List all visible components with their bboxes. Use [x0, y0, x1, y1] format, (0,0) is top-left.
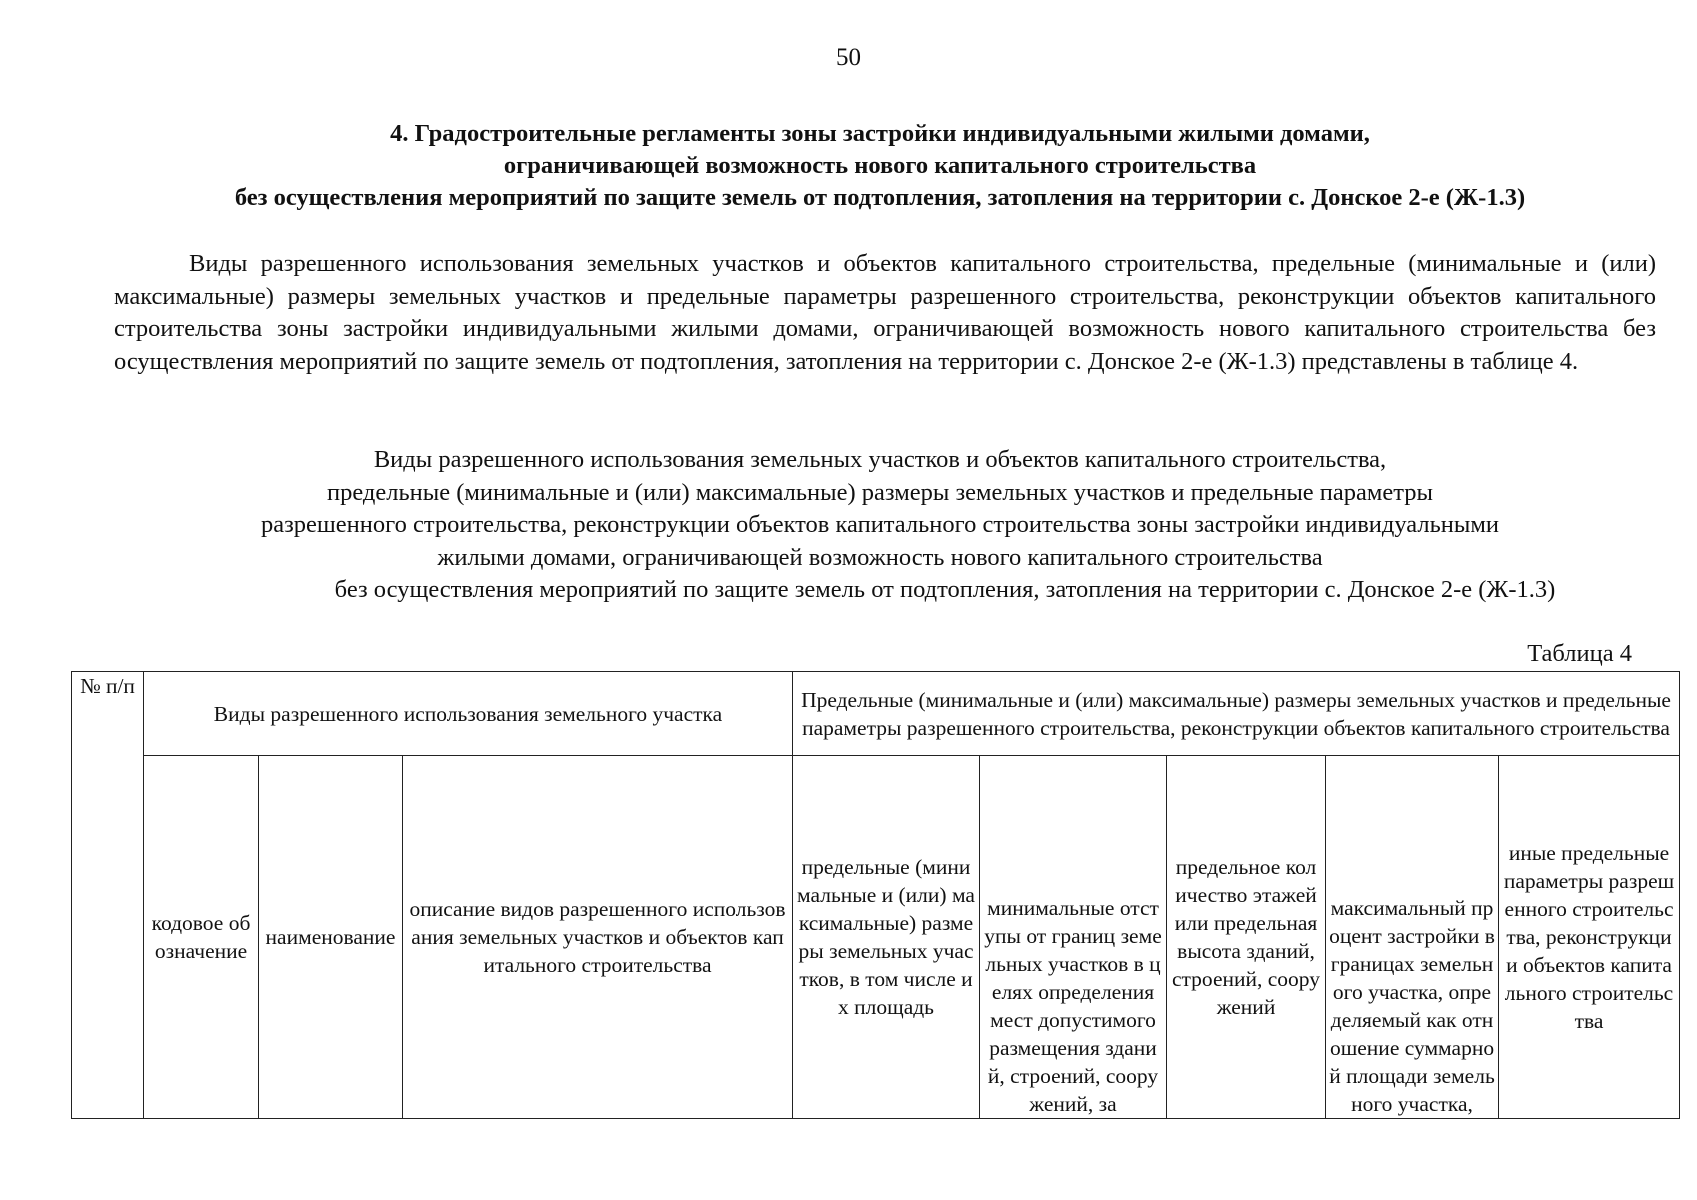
table-subheader-row [72, 756, 1680, 1119]
caption-line: без осуществления мероприятий по защите земель от подтопления, затопления на территории с. Донское 2-е (Ж-1.3) [334, 576, 1556, 603]
header-cell-limits: Предельные (минимальные и (или) максимальные) размеры земельных участков и предельные параметры разрешенного строительства, реконструкции объектов капитального строительства [793, 672, 1680, 756]
heading-line: 4. Градостроительные регламенты зоны застройки индивидуальными жилыми домами, [390, 120, 1370, 147]
regulations-table [71, 671, 1680, 1119]
intro-paragraph: Виды разрешенного использования земельных участков и объектов капитального строительства, предельные (минимальные и (или) максимальные) размеры земельных участков и предельные параметры разрешенного строительства, реконструкции объектов капитального строительства зоны застройки индивидуальными жилыми домами, ограничивающей возможность нового капитального строительства без осуществления мероприятий по защите земель от подтопления, затопления на территории с. Донское 2-е (Ж-1.3) представлены в таблице 4. [114, 250, 1656, 375]
heading-line: без осуществления мероприятий по защите земель от подтопления, затопления на территории с. Донское 2-е (Ж-1.3) [234, 184, 1526, 211]
header-cell-number: № п/п [72, 672, 144, 1119]
caption-line: предельные (минимальные и (или) максимальные) размеры земельных участков и предельные параметры [326, 478, 1434, 506]
subheader-cell-plot-sizes: предельные (минимальные и (или) максимальные) размеры земельных участков, в том числе их площадь [793, 756, 980, 1119]
subheader-cell-coverage: максимальный процент застройки в границах земельного участка, определяемый как отношение суммарной площади земельного участка, [1326, 756, 1499, 1119]
page-number: 50 [836, 44, 861, 71]
table-header-row [72, 672, 1680, 756]
subheader-cell-other: иные предельные параметры разрешенного строительства, реконструкции объектов капитального строительства [1499, 756, 1680, 1119]
table-caption [100, 444, 1660, 607]
subheader-cell-code: кодовое обозначение [144, 756, 259, 1119]
subheader-cell-description: описание видов разрешенного использования земельных участков и объектов капитального строительства [403, 756, 793, 1119]
section-heading [60, 118, 1697, 214]
header-cell-use-types: Виды разрешенного использования земельного участка [144, 672, 793, 756]
subheader-cell-floors: предельное количество этажей или предельная высота зданий, строений, сооружений [1167, 756, 1326, 1119]
subheader-cell-name: наименование [259, 756, 403, 1119]
heading-line: ограничивающей возможность нового капитального строительства [503, 152, 1257, 179]
caption-line: жилыми домами, ограничивающей возможность нового капитального строительства [437, 543, 1323, 571]
caption-line: Виды разрешенного использования земельных участков и объектов капитального строительства, [373, 446, 1387, 473]
table-label: Таблица 4 [1527, 640, 1632, 667]
subheader-cell-setbacks: минимальные отступы от границ земельных участков в целях определения мест допустимого размещения зданий, строений, сооружений, за [980, 756, 1167, 1119]
caption-line: разрешенного строительства, реконструкции объектов капитального строительства зоны застройки индивидуальными [261, 511, 1499, 538]
